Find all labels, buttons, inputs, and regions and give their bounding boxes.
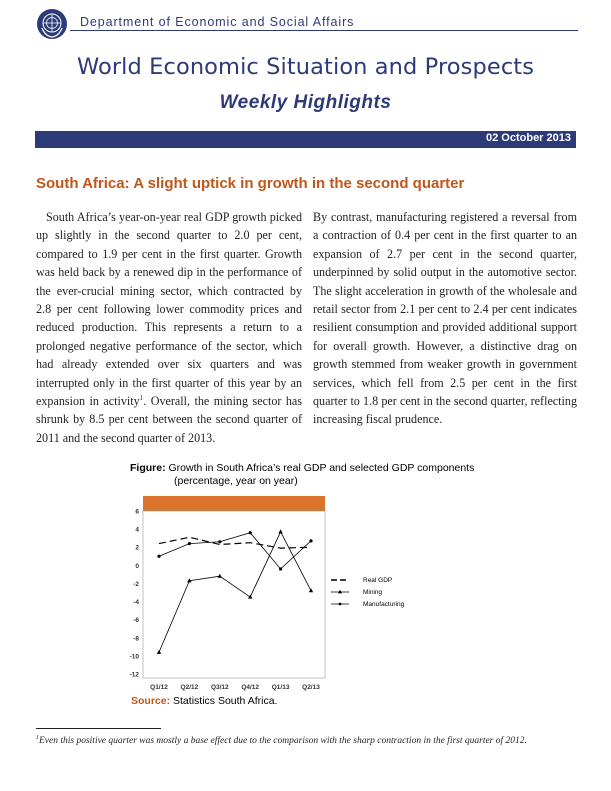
- x-tick-label: Q2/13: [302, 684, 320, 691]
- source-label: Source:: [131, 695, 171, 707]
- source-text: Statistics South Africa.: [170, 695, 278, 707]
- y-tick-label: -2: [133, 580, 139, 588]
- un-emblem-icon: [36, 8, 68, 40]
- data-point-mining: [278, 529, 282, 533]
- data-point-mining: [309, 588, 313, 592]
- y-tick-label: 2: [135, 544, 139, 552]
- header-divider: [70, 30, 578, 31]
- gdp-growth-chart: [124, 492, 424, 694]
- department-name: Department of Economic and Social Affairs: [80, 15, 355, 29]
- y-tick-label: -8: [133, 635, 139, 643]
- y-tick-label: 4: [135, 526, 139, 534]
- article-column-1: [36, 208, 302, 447]
- figure-caption: [130, 462, 530, 488]
- legend-marker: [338, 590, 342, 594]
- series-line-mining: [159, 532, 311, 652]
- chart-plot-frame: [143, 511, 325, 678]
- page-subtitle: Weekly Highlights: [219, 92, 392, 113]
- data-point-mining: [248, 595, 252, 599]
- data-point-manufacturing: [157, 555, 160, 558]
- legend-label: Mining: [363, 589, 383, 597]
- chart-header-band: [143, 496, 325, 511]
- y-tick-label: 0: [135, 562, 139, 570]
- y-tick-label: -4: [133, 599, 139, 607]
- publication-date: 02 October 2013: [486, 132, 571, 144]
- x-tick-label: Q1/12: [150, 684, 168, 691]
- data-point-manufacturing: [309, 539, 312, 542]
- y-tick-label: -6: [133, 617, 139, 625]
- article-headline: South Africa: A slight uptick in growth in the second quarter: [36, 175, 465, 192]
- figure-source: [131, 695, 277, 707]
- footnote-text: Even this positive quarter was mostly a base effect due to the comparison with the sharp contraction in the first quarter of 2012.: [39, 736, 527, 746]
- footnote-number: 1: [36, 734, 39, 741]
- figure-caption-sub: (percentage, year on year): [174, 475, 298, 487]
- legend-marker: [339, 603, 342, 606]
- y-tick-label: 6: [135, 508, 139, 516]
- footnote: [36, 736, 527, 746]
- data-point-mining: [218, 574, 222, 578]
- data-point-manufacturing: [279, 567, 282, 570]
- y-tick-label: -12: [129, 671, 139, 679]
- article-column-2: By contrast, manufacturing registered a reversal from a contraction of 0.4 per cent in the first quarter to an expansion of 2.7 per cent in the second quarter, underpinned by solid output in the automotive sector. The slight acceleration in growth of the wholesale and retail sector from 2.1 per cent to 2.4 per cent indicates resilient consumption and provided additional support for overall growth. However, a distinctive drag on growth stemmed from weaker growth in government services, which fell from 2.5 per cent in the first quarter to 1.8 per cent in the second quarter, reflecting increasing fiscal prudence.: [313, 210, 577, 427]
- y-tick-label: -10: [129, 653, 139, 661]
- data-point-manufacturing: [249, 531, 252, 534]
- footnote-reference[interactable]: 1: [139, 394, 144, 403]
- legend-label: Real GDP: [363, 577, 393, 585]
- data-point-mining: [157, 650, 161, 654]
- footnote-divider: [36, 728, 161, 729]
- data-point-manufacturing: [188, 542, 191, 545]
- series-line-manufacturing: [159, 533, 311, 569]
- column-1-text: South Africa’s year-on-year real GDP growth picked up slightly in the second quarter to 2.0 per cent, compared to 1.9 per cent in the first quarter. Growth was held back by a renewed dip in the performance of the ever-crucial mining sector, which contracted by 2.8 per cent following lower commodity prices and reduced production. This represents a return to a prolonged negative performance of the sector, which had already extended over six quarters and was interrupted only in the first quarter of this year by an expansion in activity: [36, 210, 302, 409]
- figure-caption-text: Growth in South Africa’s real GDP and selected GDP components: [165, 462, 475, 474]
- legend-label: Manufacturing: [363, 601, 405, 609]
- page-title: World Economic Situation and Prospects: [76, 54, 535, 80]
- column-1-text-continued: . Overall, the mining sector has shrunk by 8.5 per cent between the second quarter of 2011 and the second quarter of 2013.: [36, 394, 303, 445]
- data-point-manufacturing: [218, 540, 221, 543]
- x-tick-label: Q4/12: [241, 684, 260, 691]
- x-tick-label: Q3/12: [210, 684, 229, 691]
- x-tick-label: Q1/13: [271, 684, 290, 691]
- x-tick-label: Q2/12: [180, 684, 199, 691]
- figure-label: Figure:: [130, 462, 166, 474]
